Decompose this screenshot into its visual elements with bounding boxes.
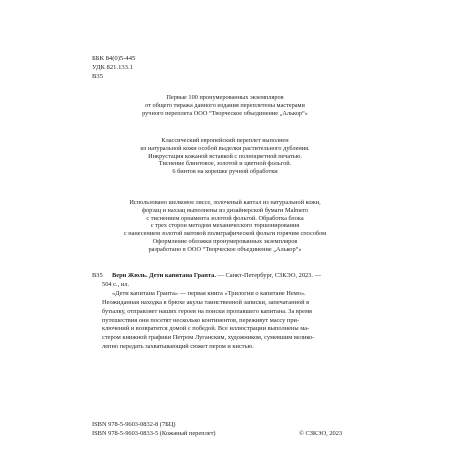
author-title: Верн Жюль. Дети капитана Гранта. [112, 272, 216, 279]
materials-line: Оформление обложки пронумерованных экземпляров [152, 237, 298, 245]
binding-line: из натуральной кожи особой выделки растительного дубления. [140, 144, 310, 152]
binding-line: 6 бинтов на корешке ручной обработки [172, 168, 278, 176]
description-line: стером книжной графики Петром Луганским, художником, сумевшим велико- [102, 334, 315, 342]
description-line: «Дети капитана Гранта» — первая книга «Трилогии о капитане Немо». [112, 289, 306, 297]
bbk-code: ББК 84(0)5-445 [92, 55, 136, 62]
materials-line: форзац и нахзац выполнены из дизайнерской бумаги Malmero [141, 206, 309, 214]
binding-line: Инкрустация кожаной вставкой с полноцветной печатью. [148, 152, 302, 160]
description-line: бутылку, отправляет наших героев на поиски пропавшего капитана. За время [102, 307, 312, 315]
binding-line: Тиснение блинтовое, золотой и цветной фольгой. [158, 160, 292, 168]
isbn-line: ISBN 978-5-9603-0833-5 (Кожаный переплет) [92, 430, 216, 437]
materials-line: разработано в ООО “Творческое объединение „Алькор“» [148, 245, 302, 253]
bib-label: В35 [92, 272, 103, 279]
materials-line: с трех сторон методом механического торшонирования [150, 222, 300, 230]
materials-line: с тиснением орнамента золотой фольгой. Обработка блока [146, 214, 304, 222]
edition-line: ручного переплета ООО “Творческое объединение „Алькор“» [142, 109, 308, 117]
binding-line: Классический европейский переплет выполнен [161, 137, 289, 144]
materials-line: Использовано шелковое ляссе, золоченый каптал из натуральной кожи, [129, 199, 321, 206]
udk-code: УДК 821.133.1 [92, 64, 133, 71]
edition-note [92, 94, 358, 117]
imprint: — Санкт-Петербург, СЗКЭО, 2023. — [217, 272, 322, 279]
description-line: ключений и возвратятся домой с победой. Все иллюстрации выполнены ма- [102, 325, 310, 333]
isbn-line: ISBN 978-5-9603-0832-8 (7БЦ) [92, 421, 176, 428]
pages-line: 504 с., ил. [102, 280, 130, 288]
description-line: путешествия они посетят несколько континентов, переживут массу при- [102, 316, 300, 324]
classification-codes [92, 54, 135, 81]
materials-line: с нанесением золотой матовой полиграфической фольги горячим способом [123, 230, 327, 238]
edition-line: Первые 100 пронумерованных экземпляров [166, 94, 284, 101]
bibliographic-record [92, 272, 358, 352]
binding-note [92, 137, 358, 176]
description-line: Неожиданная находка в брюхе акулы таинственной записки, запечатанной в [102, 298, 310, 306]
author-mark: В35 [92, 73, 103, 80]
description-line: лепно передать захватывающий сюжет пером и кистью. [102, 343, 254, 351]
materials-note [92, 199, 358, 254]
bib-heading [92, 272, 358, 281]
copyright-notice: © СЗКЭО, 2023 [299, 430, 343, 437]
isbn-block [92, 420, 216, 438]
edition-line: от общего тиража данного издания переплетены мастерами [145, 101, 305, 109]
